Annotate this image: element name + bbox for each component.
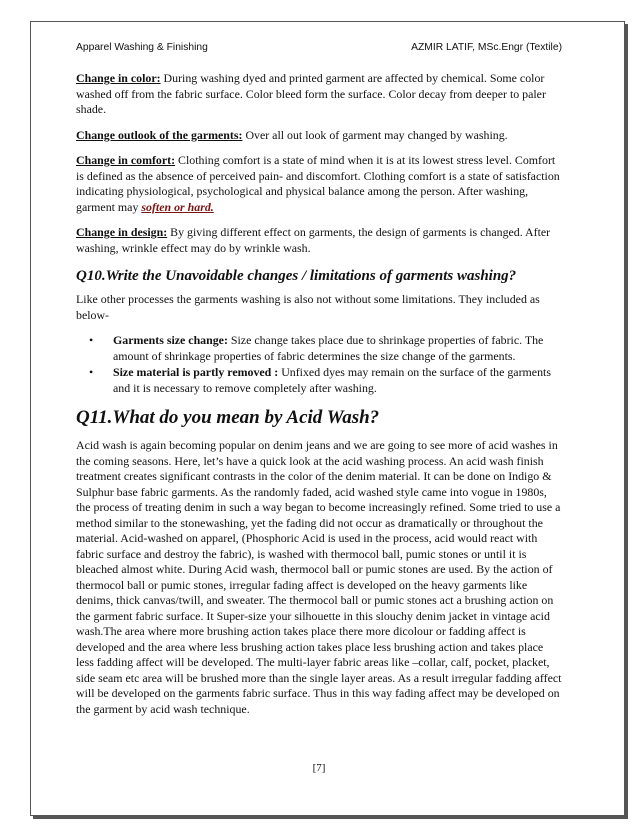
label-change-in-color: Change in color:: [76, 71, 161, 85]
heading-q11: Q11.What do you mean by Acid Wash?: [76, 407, 380, 428]
header-right: AZMIR LATIF, MSc.Engr (Textile): [411, 42, 562, 53]
text-change-in-comfort: Clothing comfort is a state of mind when it is at its lowest stress level. Comfort is defined as the absence of perceived pain- and discomfort. Clothing comfort is a state of satisfaction indicating physiological, psychological and physical balance among the person. After washing, garment may: [76, 153, 560, 214]
paragraph-q10-intro: Like other processes the garments washing is also not without some limitations. They included as below-: [76, 292, 540, 322]
list-item: [76, 333, 562, 364]
heading-q10: Q10.Write the Unavoidable changes / limitations of garments washing?: [76, 268, 517, 284]
header-left: Apparel Washing & Finishing: [76, 42, 208, 53]
label-change-outlook: Change outlook of the garments:: [76, 127, 243, 142]
bullet-label: Garments size change:: [113, 333, 228, 347]
emphasis-soften-or-hard: soften or hard.: [141, 199, 214, 214]
paragraph-change-in-comfort: [76, 153, 562, 215]
page-content: [76, 71, 562, 727]
bullet-text: Size change takes place due to shrinkage properties of fabric. The amount of shrinkage properties of fabric determines the size change of the garments.: [113, 333, 544, 363]
paragraph-change-in-design: [76, 225, 562, 256]
paragraph-change-in-color: [76, 71, 562, 118]
text-change-in-design: By giving different effect on garments, the design of garments is changed. After washing, wrinkle effect may do by wrinkle wash.: [76, 225, 551, 255]
paragraph-change-outlook: [76, 128, 562, 144]
page-number: [7]: [312, 762, 326, 774]
paragraph-acid-wash: Acid wash is again becoming popular on denim jeans and we are going to see more of acid washes in the coming seasons. Here, let’s have a quick look at the acid washing process. An acid wash finish treatment creates significant contrasts in the color of the denim material. It can be done on Indigo & Sulphur base fabric garments. As the randomly faded, acid washed style came into vogue in 1980s, the process of treating denim in such a way began to become increasingly refined. Some tried to use a method similar to the stonewashing, yet the fading did not occur as dramatically or throughout the material. Acid-washed on apparel, (Phosphoric Acid is used in the process, acid would react with fabric surface and destroy the fabric), is washed with thermocol ball, pumic stones or until it is bleached almost white. During Acid wash, thermocol ball or pumic stones are used. By the action of thermocol ball or pumic stones, irregular fading affect is developed on the heavy garments like denims, thick canvas/twill, and sweater. The thermocol ball or pumic stones act a brushing action on the garment fabric surface. It Super-size your silhouette in this slouchy denim jacket in vintage acid wash.The area where more brushing action takes place there more dicolour or fadding affect is developed and the area where less brushing action takes place less brushing action and takes place less fadding affect will be developed. The multi-layer fabric areas like –collar, calf, pocket, placket, side seam etc area will be brushed more than the single layer areas. As a result irregular fadding affect will be developed on the garments fabric surface. Thus in this way fading affect may be developed on the garment by acid wash technique.: [76, 438, 562, 716]
bullet-icon: •: [89, 365, 94, 379]
bullet-icon: •: [89, 333, 94, 347]
limitations-list: [76, 333, 562, 396]
bullet-text: Unfixed dyes may remain on the surface of the garments and it is necessary to remove completely after washing.: [113, 365, 551, 395]
bullet-label: Size material is partly removed :: [113, 365, 279, 379]
label-change-in-comfort: Change in comfort:: [76, 153, 176, 167]
list-item: [76, 365, 562, 396]
text-change-outlook: Over all out look of garment may changed by washing.: [242, 127, 508, 142]
text-change-in-color: During washing dyed and printed garment are affected by chemical. Some color washed off from the fabric surface. Color bleed form the surface. Color decay from deeper to paler shade.: [76, 71, 546, 116]
label-change-in-design: Change in design:: [76, 225, 168, 239]
